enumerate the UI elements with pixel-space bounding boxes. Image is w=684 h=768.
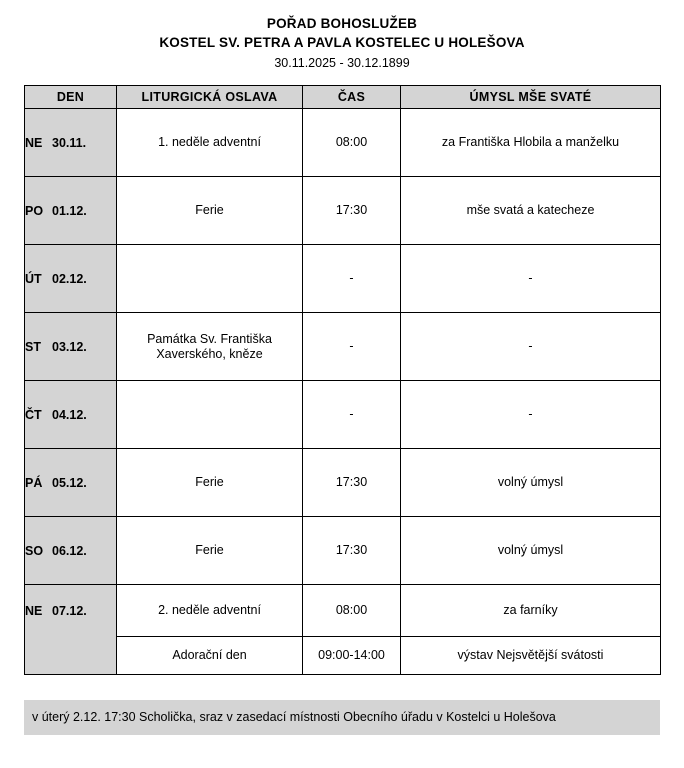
cell-intent: za Františka Hlobila a manželku bbox=[401, 109, 661, 177]
day-of-week: NE bbox=[25, 135, 43, 150]
cell-time: - bbox=[303, 245, 401, 313]
schedule-table-wrap bbox=[24, 85, 660, 675]
cell-day bbox=[25, 585, 117, 637]
cell-intent: výstav Nejsvětější svátosti bbox=[401, 637, 661, 675]
cell-intent: - bbox=[401, 381, 661, 449]
cell-feast: Památka Sv. Františka Xaverského, kněze bbox=[117, 313, 303, 381]
table-header bbox=[25, 86, 661, 109]
day-date: 06.12. bbox=[52, 543, 87, 558]
day-of-week: PÁ bbox=[25, 475, 43, 490]
cell-feast: Adorační den bbox=[117, 637, 303, 675]
day-date: 30.11. bbox=[52, 135, 87, 150]
cell-feast: Ferie bbox=[117, 177, 303, 245]
cell-day bbox=[25, 177, 117, 245]
cell-time: 17:30 bbox=[303, 449, 401, 517]
cell-feast bbox=[117, 245, 303, 313]
cell-feast: 2. neděle adventní bbox=[117, 585, 303, 637]
day-date: 03.12. bbox=[52, 339, 87, 354]
table-row bbox=[25, 109, 661, 177]
cell-day bbox=[25, 449, 117, 517]
cell-intent: za farníky bbox=[401, 585, 661, 637]
cell-time: 17:30 bbox=[303, 177, 401, 245]
church-name: KOSTEL SV. PETRA A PAVLA KOSTELEC U HOLEŠOVA bbox=[159, 35, 525, 50]
schedule-table bbox=[24, 85, 661, 675]
cell-feast: Ferie bbox=[117, 449, 303, 517]
table-row bbox=[25, 381, 661, 449]
cell-day bbox=[25, 381, 117, 449]
cell-feast: 1. neděle adventní bbox=[117, 109, 303, 177]
footer-note: v úterý 2.12. 17:30 Scholička, sraz v zasedací místnosti Obecního úřadu v Kostelci u Holešova bbox=[24, 700, 660, 735]
column-header-intent: ÚMYSL MŠE SVATÉ bbox=[401, 86, 661, 109]
day-date: 04.12. bbox=[52, 407, 87, 422]
cell-intent: volný úmysl bbox=[401, 517, 661, 585]
cell-feast: Ferie bbox=[117, 517, 303, 585]
cell-time: 09:00-14:00 bbox=[303, 637, 401, 675]
cell-day bbox=[25, 313, 117, 381]
day-date: 01.12. bbox=[52, 203, 87, 218]
column-header-day: DEN bbox=[25, 86, 117, 109]
day-date: 02.12. bbox=[52, 271, 87, 286]
table-header-row bbox=[25, 86, 661, 109]
cell-time: 08:00 bbox=[303, 109, 401, 177]
cell-time: - bbox=[303, 381, 401, 449]
cell-intent: volný úmysl bbox=[401, 449, 661, 517]
column-header-time: ČAS bbox=[303, 86, 401, 109]
cell-time: 17:30 bbox=[303, 517, 401, 585]
cell-intent: - bbox=[401, 313, 661, 381]
cell-intent: - bbox=[401, 245, 661, 313]
day-of-week: ST bbox=[25, 339, 41, 354]
date-range: 30.11.2025 - 30.12.1899 bbox=[274, 56, 410, 70]
cell-feast bbox=[117, 381, 303, 449]
column-header-feast: LITURGICKÁ OSLAVA bbox=[117, 86, 303, 109]
day-of-week: SO bbox=[25, 543, 44, 558]
day-of-week: PO bbox=[25, 203, 44, 218]
day-of-week: NE bbox=[25, 603, 43, 618]
table-row bbox=[25, 637, 661, 675]
page-header bbox=[0, 0, 684, 73]
cell-day bbox=[25, 109, 117, 177]
cell-day bbox=[25, 637, 117, 675]
day-of-week: ÚT bbox=[25, 271, 42, 286]
day-date: 07.12. bbox=[52, 603, 87, 618]
day-date: 05.12. bbox=[52, 475, 87, 490]
table-row bbox=[25, 245, 661, 313]
cell-day bbox=[25, 517, 117, 585]
cell-time: 08:00 bbox=[303, 585, 401, 637]
cell-day bbox=[25, 245, 117, 313]
table-row bbox=[25, 177, 661, 245]
table-row bbox=[25, 585, 661, 637]
cell-time: - bbox=[303, 313, 401, 381]
day-of-week: ČT bbox=[25, 407, 42, 422]
table-body bbox=[25, 109, 661, 675]
page-title: POŘAD BOHOSLUŽEB bbox=[266, 16, 418, 31]
table-row bbox=[25, 313, 661, 381]
table-row bbox=[25, 517, 661, 585]
table-row bbox=[25, 449, 661, 517]
cell-intent: mše svatá a katecheze bbox=[401, 177, 661, 245]
